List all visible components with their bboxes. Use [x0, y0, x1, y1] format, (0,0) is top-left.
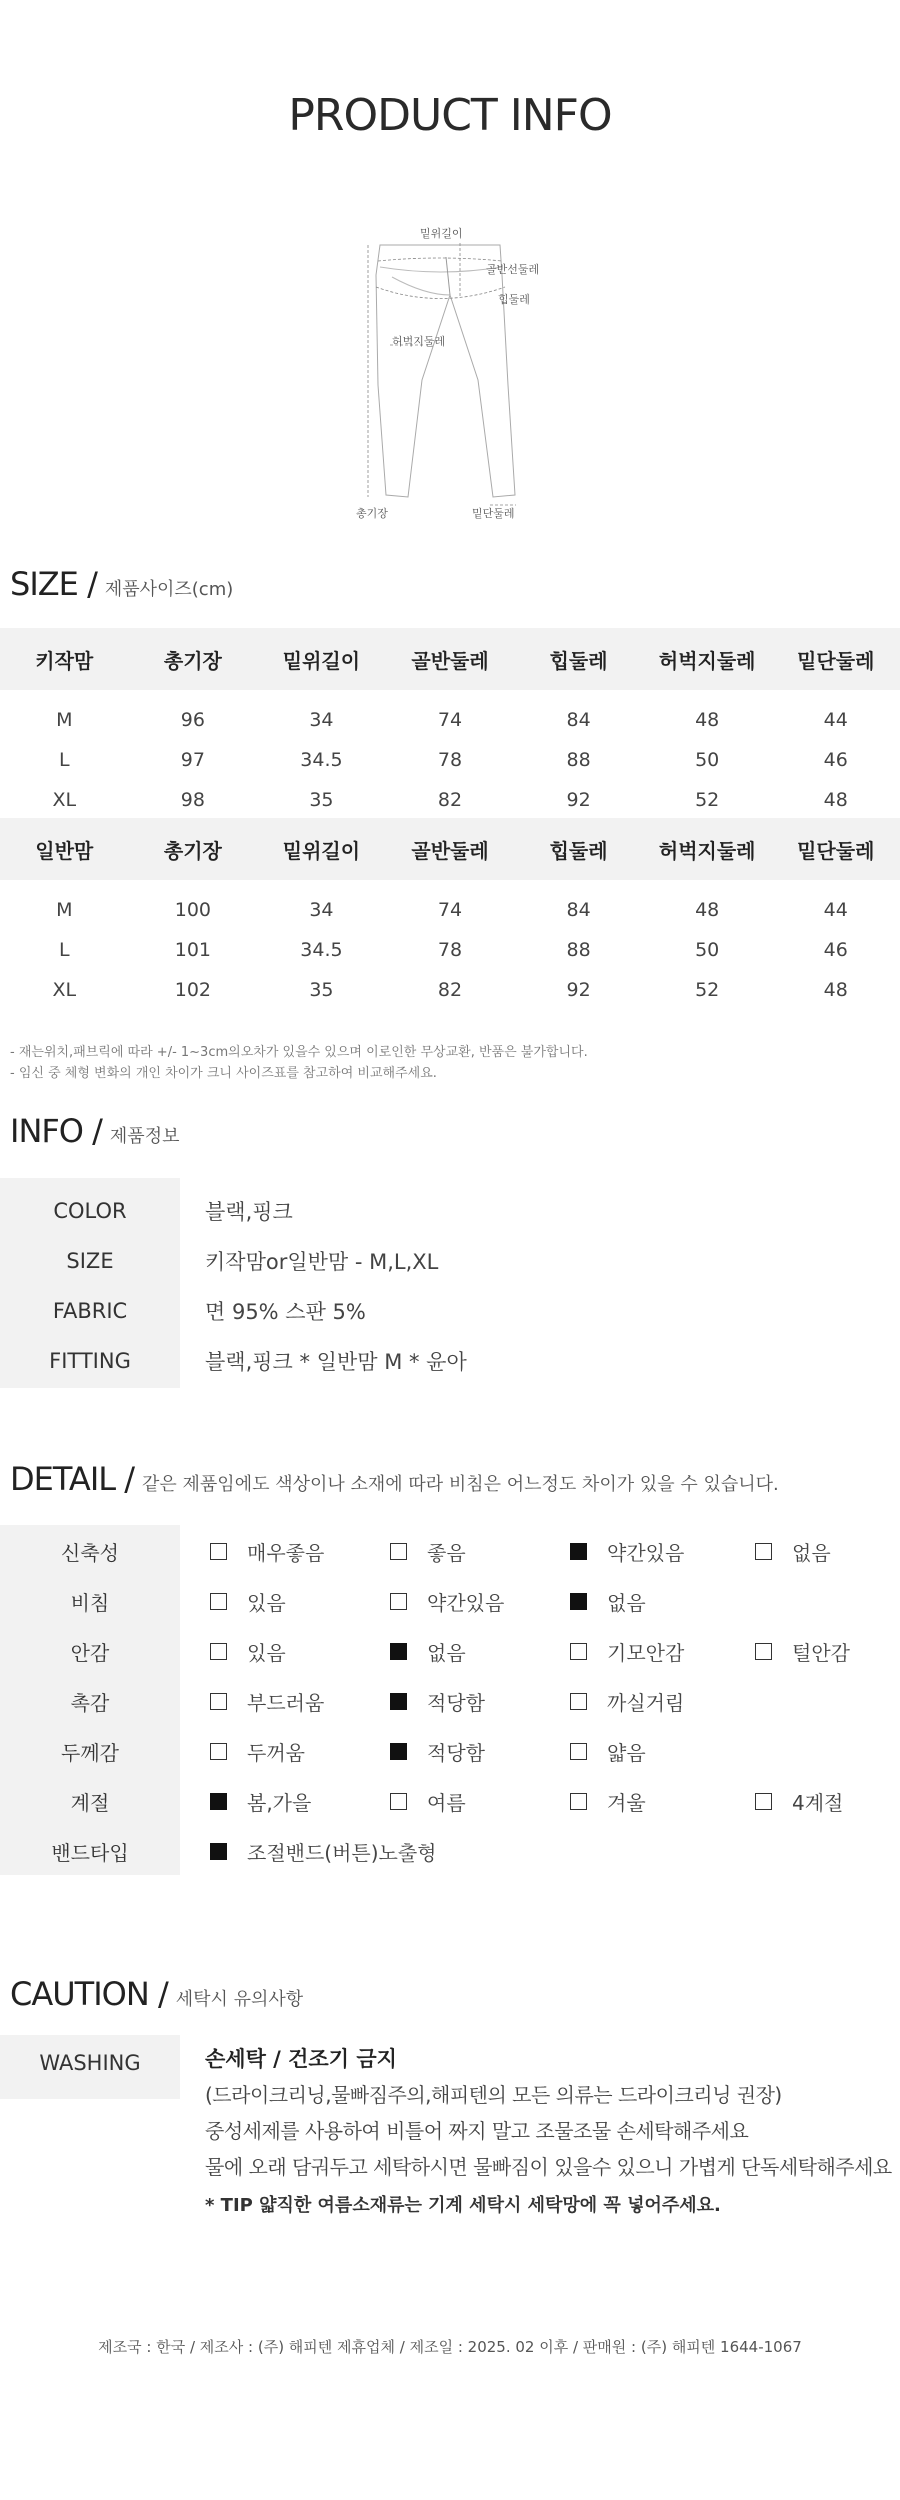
table-cell: 74 — [437, 899, 463, 921]
table-cell: 82 — [437, 789, 463, 811]
detail-option — [570, 1687, 684, 1716]
detail-key: 신축성 — [61, 1541, 119, 1565]
column-header: 총기장 — [163, 838, 222, 863]
detail-row-stretch — [0, 1525, 900, 1575]
checkbox-checked — [210, 1843, 227, 1860]
page-title: PRODUCT INFO — [288, 90, 612, 141]
detail-row-band — [0, 1825, 900, 1875]
info-row-fabric — [0, 1286, 900, 1336]
table-cell: 52 — [695, 789, 720, 811]
caution-subheading: 세탁시 유의사항 — [175, 1989, 304, 2010]
caution-line: 물에 오래 담궈두고 세탁하시면 물빠짐이 있을수 있으니 가볍게 단독세탁해주세요 — [205, 2155, 892, 2179]
info-value: 면 95% 스판 5% — [205, 1300, 366, 1324]
size-heading: SIZE / — [10, 565, 97, 603]
checkbox — [210, 1743, 227, 1760]
table-cell: 84 — [566, 899, 591, 921]
detail-row-thickness — [0, 1725, 900, 1775]
caution-key-cell — [0, 2035, 180, 2099]
table-cell: 88 — [566, 749, 591, 771]
detail-row-season — [0, 1775, 900, 1825]
column-header: 총기장 — [163, 648, 222, 673]
detail-option — [390, 1637, 466, 1666]
size-table-header — [0, 628, 900, 690]
table-cell: 48 — [823, 789, 848, 811]
option-label: 부드러움 — [247, 1691, 325, 1715]
detail-option — [210, 1637, 286, 1666]
info-key: FABRIC — [52, 1299, 128, 1323]
size-table-short — [0, 628, 900, 820]
table-cell: 101 — [174, 939, 211, 961]
checkbox — [755, 1793, 772, 1810]
info-row-color — [0, 1186, 900, 1236]
caution-section-heading — [10, 1975, 303, 2013]
column-header: 힙둘레 — [549, 838, 608, 863]
checkbox — [210, 1693, 227, 1710]
detail-option — [755, 1537, 831, 1566]
detail-option — [210, 1537, 324, 1566]
table-cell: 34.5 — [300, 939, 343, 961]
table-cell: 88 — [566, 939, 591, 961]
size-table-regular — [0, 818, 900, 1010]
detail-subheading: 같은 제품임에도 색상이나 소재에 따라 비침은 어느정도 차이가 있을 수 있습니다. — [142, 1474, 779, 1495]
table-cell: 48 — [695, 899, 720, 921]
option-label: 약간있음 — [427, 1591, 505, 1615]
caution-text — [205, 2043, 895, 2217]
option-label: 봄,가을 — [247, 1791, 312, 1815]
size-type-name: 일반맘 — [35, 838, 94, 863]
table-cell: 44 — [823, 709, 848, 731]
option-label: 여름 — [427, 1791, 466, 1815]
table-cell: 34 — [309, 709, 334, 731]
info-subheading: 제품정보 — [109, 1126, 180, 1147]
checkbox-checked — [210, 1793, 227, 1810]
detail-table — [0, 1525, 900, 1875]
table-cell: 74 — [437, 709, 463, 731]
detail-option — [210, 1737, 305, 1766]
option-label: 없음 — [607, 1591, 646, 1615]
checkbox — [755, 1643, 772, 1660]
detail-option — [210, 1587, 286, 1616]
size-section-heading — [10, 565, 233, 603]
column-header: 힙둘레 — [549, 648, 608, 673]
size-type-name: 키작맘 — [35, 648, 94, 673]
table-cell: 48 — [695, 709, 720, 731]
table-row — [0, 780, 900, 820]
table-cell: XL — [52, 979, 77, 1001]
option-label: 기모안감 — [607, 1641, 685, 1665]
diagram-label-length: 총기장 — [356, 507, 388, 520]
size-note: - 재는위치,패브릭에 따라 +/- 1~3cm의오차가 있을수 있으며 이로인한 무상교환, 반품은 불가합니다. — [10, 1045, 588, 1060]
checkbox — [390, 1543, 407, 1560]
detail-heading: DETAIL / — [10, 1460, 135, 1498]
table-row — [0, 700, 900, 740]
table-cell: 48 — [823, 979, 848, 1001]
pants-measurement-diagram — [350, 215, 550, 525]
detail-option — [390, 1787, 466, 1816]
info-row-size — [0, 1236, 900, 1286]
table-cell: 100 — [174, 899, 211, 921]
table-cell: 96 — [180, 709, 205, 731]
manufacturer-footer: 제조국 : 한국 / 제조사 : (주) 해피텐 제휴업체 / 제조일 : 2025. 02 이후 / 판매원 : (주) 해피텐 1644-1067 — [98, 2338, 802, 2356]
table-cell: 35 — [309, 979, 334, 1001]
table-cell: 92 — [566, 789, 591, 811]
column-header: 밑위길이 — [282, 838, 361, 863]
table-cell: 50 — [695, 749, 720, 771]
detail-option — [210, 1837, 437, 1866]
option-label: 있음 — [247, 1641, 286, 1665]
table-cell: 98 — [180, 789, 205, 811]
detail-option — [390, 1587, 504, 1616]
checkbox-checked — [570, 1593, 587, 1610]
info-table — [0, 1178, 900, 1388]
column-header: 밑단둘레 — [797, 648, 875, 673]
column-header: 밑위길이 — [282, 648, 361, 673]
detail-key: 계절 — [70, 1791, 110, 1815]
info-value: 블랙,핑크 — [205, 1200, 293, 1224]
detail-row-touch — [0, 1675, 900, 1725]
detail-row-sheer — [0, 1575, 900, 1625]
detail-option — [390, 1737, 485, 1766]
checkbox-checked — [390, 1743, 407, 1760]
size-subheading: 제품사이즈(cm) — [104, 579, 234, 600]
option-label: 매우좋음 — [247, 1541, 325, 1565]
option-label: 약간있음 — [607, 1541, 685, 1565]
checkbox-checked — [570, 1543, 587, 1560]
info-value: 키작맘or일반맘 - M,L,XL — [205, 1250, 439, 1274]
caution-line: (드라이크리닝,물빠짐주의,해피텐의 모든 의류는 드라이크리닝 권장) — [205, 2083, 782, 2107]
info-key: SIZE — [66, 1249, 114, 1273]
detail-key: 촉감 — [70, 1691, 110, 1715]
diagram-label-hem: 밑단둘레 — [472, 507, 515, 520]
table-cell: L — [58, 749, 70, 771]
detail-option — [210, 1787, 311, 1816]
option-label: 4계절 — [792, 1791, 844, 1815]
checkbox — [570, 1793, 587, 1810]
option-label: 겨울 — [607, 1791, 646, 1815]
table-cell: 34 — [309, 899, 334, 921]
size-notes — [10, 1042, 588, 1084]
option-label: 있음 — [247, 1591, 286, 1615]
option-label: 얇음 — [607, 1741, 646, 1765]
detail-key: 비침 — [70, 1591, 110, 1615]
detail-section-heading — [10, 1460, 779, 1498]
size-note: - 임신 중 체형 변화의 개인 차이가 크니 사이즈표를 참고하여 비교해주세요. — [10, 1066, 437, 1081]
table-cell: XL — [52, 789, 77, 811]
table-cell: L — [58, 939, 70, 961]
table-cell: 78 — [437, 939, 463, 961]
caution-heading: CAUTION / — [10, 1975, 168, 2013]
column-header: 골반둘레 — [411, 838, 489, 863]
column-header: 밑단둘레 — [797, 838, 875, 863]
checkbox — [570, 1643, 587, 1660]
diagram-label-rise: 밑위길이 — [420, 227, 463, 240]
info-value: 블랙,핑크 * 일반맘 M * 윤아 — [205, 1350, 467, 1374]
table-cell: 92 — [566, 979, 591, 1001]
column-header: 골반둘레 — [411, 648, 489, 673]
table-row — [0, 970, 900, 1010]
checkbox — [390, 1593, 407, 1610]
detail-key: 안감 — [70, 1641, 110, 1665]
detail-option — [755, 1787, 843, 1816]
table-cell: 35 — [309, 789, 334, 811]
column-header: 허벅지둘레 — [658, 648, 756, 673]
detail-option — [755, 1637, 850, 1666]
table-cell: 46 — [823, 749, 848, 771]
table-row — [0, 930, 900, 970]
detail-option — [570, 1737, 646, 1766]
caution-line: 중성세제를 사용하여 비틀어 짜지 말고 조물조물 손세탁해주세요 — [205, 2119, 749, 2143]
option-label: 두꺼움 — [247, 1741, 305, 1765]
table-cell: 102 — [174, 979, 211, 1001]
option-label: 까실거림 — [607, 1691, 685, 1715]
option-label: 적당함 — [427, 1691, 485, 1715]
table-cell: 52 — [695, 979, 720, 1001]
detail-key: 밴드타입 — [51, 1841, 129, 1865]
checkbox — [210, 1643, 227, 1660]
detail-option — [210, 1687, 324, 1716]
caution-tip: * TIP 얇직한 여름소재류는 기계 세탁시 세탁망에 꼭 넣어주세요. — [205, 2195, 721, 2216]
detail-option — [570, 1587, 646, 1616]
checkbox — [570, 1693, 587, 1710]
caution-main-line: 손세탁 / 건조기 금지 — [205, 2047, 397, 2071]
checkbox — [570, 1743, 587, 1760]
caution-key: WASHING — [39, 2051, 141, 2075]
detail-option — [390, 1687, 485, 1716]
table-cell: 82 — [437, 979, 463, 1001]
option-label: 없음 — [792, 1541, 831, 1565]
option-label: 없음 — [427, 1641, 466, 1665]
table-row — [0, 740, 900, 780]
checkbox — [210, 1543, 227, 1560]
column-header: 허벅지둘레 — [658, 838, 756, 863]
info-row-fitting — [0, 1336, 900, 1386]
option-label: 털안감 — [792, 1641, 850, 1665]
checkbox — [755, 1543, 772, 1560]
table-cell: 50 — [695, 939, 720, 961]
checkbox — [390, 1793, 407, 1810]
size-table-header — [0, 818, 900, 880]
table-cell: 34.5 — [300, 749, 343, 771]
table-cell: M — [56, 709, 73, 731]
detail-option — [570, 1637, 684, 1666]
info-key: FITTING — [49, 1349, 131, 1373]
diagram-label-hip: 힙둘레 — [498, 293, 530, 306]
table-cell: 78 — [437, 749, 463, 771]
detail-option — [570, 1537, 684, 1566]
diagram-label-pelvis: 골반선둘레 — [486, 263, 540, 276]
info-heading: INFO / — [10, 1112, 102, 1150]
option-label: 좋음 — [427, 1541, 466, 1565]
table-row — [0, 890, 900, 930]
table-cell: 46 — [823, 939, 848, 961]
option-label: 적당함 — [427, 1741, 485, 1765]
checkbox-checked — [390, 1643, 407, 1660]
detail-option — [390, 1537, 466, 1566]
checkbox — [210, 1593, 227, 1610]
detail-option — [570, 1787, 646, 1816]
table-cell: 97 — [180, 749, 205, 771]
table-cell: 84 — [566, 709, 591, 731]
detail-key: 두께감 — [61, 1741, 119, 1765]
option-label: 조절밴드(버튼)노출형 — [247, 1841, 437, 1865]
info-key: COLOR — [53, 1199, 127, 1223]
table-cell: M — [56, 899, 73, 921]
detail-row-lining — [0, 1625, 900, 1675]
checkbox-checked — [390, 1693, 407, 1710]
info-section-heading — [10, 1112, 179, 1150]
diagram-label-thigh: 허벅지둘레 — [392, 335, 446, 348]
table-cell: 44 — [823, 899, 848, 921]
